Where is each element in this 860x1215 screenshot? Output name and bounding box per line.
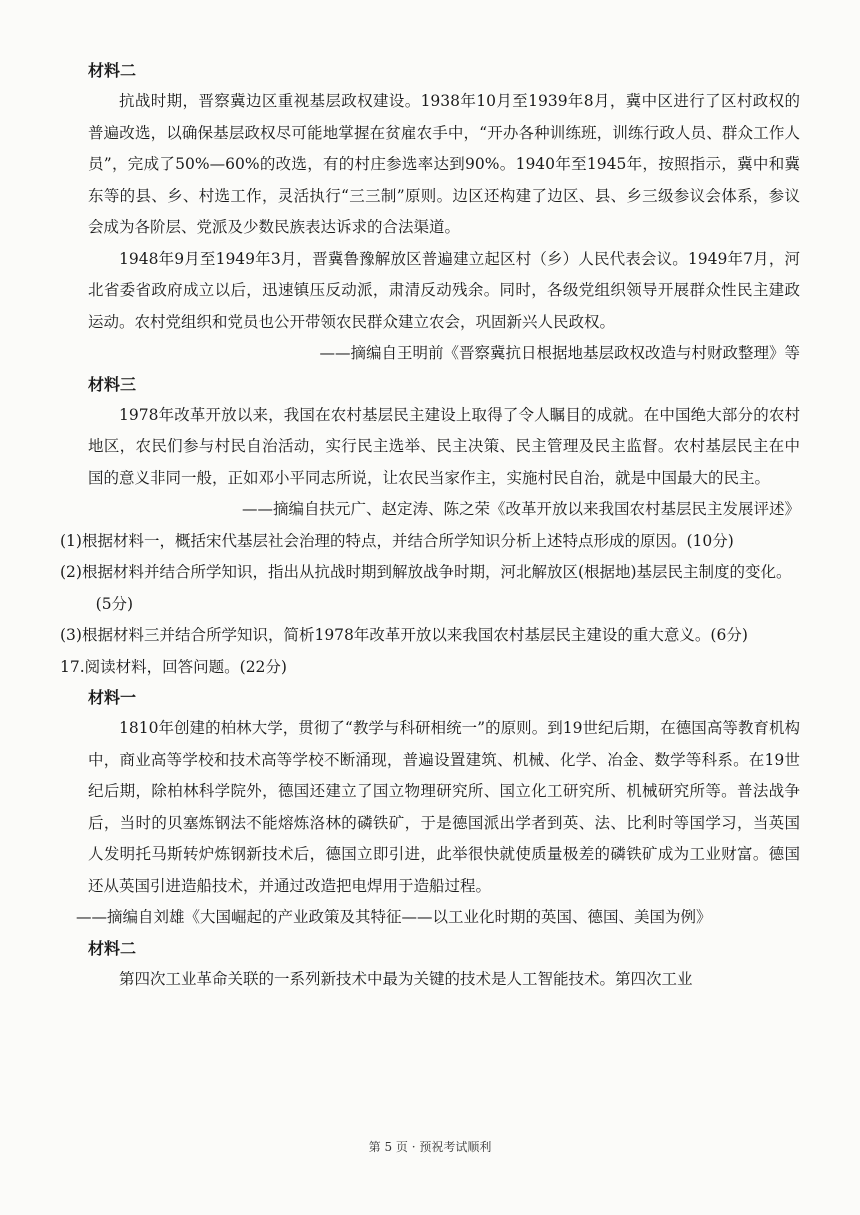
q17-material-two-paragraph: 第四次工业革命关联的一系列新技术中最为关键的技术是人工智能技术。第四次工业 [119, 969, 693, 988]
q17-material-one-heading: 材料一 [88, 688, 137, 707]
q17-material-one-source: ——摘编自刘雄《大国崛起的产业政策及其特征——以工业化时期的英国、德国、美国为例》 [76, 908, 712, 926]
q17-material-one-paragraph: 1810年创建的柏林大学，贯彻了“教学与科研相统一”的原则。到19世纪后期，在德国高等教育机构中，商业高等学校和技术高等学校不断涌现，普遍设置建筑、机械、化学、冶金、数学等科系。在19世纪后期，除柏林科学院外，德国还建立了国立物理研究所、国立化工研究所、机械研究所等。普法战争后，当时的贝塞炼钢法不能熔炼洛林的磷铁矿，于是德国派出学者到英、法、比利时等国学习，当英国人发明托马斯转炉炼钢新技术后，德国立即引进，此举很快就使质量极差的磷铁矿成为工业财富。德国还从英国引进造船技术，并通过改造把电焊用于造船过程。 [88, 719, 800, 895]
material-two-paragraph-2: 1948年9月至1949年3月，晋冀鲁豫解放区普遍建立起区村（乡）人民代表会议。1949年7月，河北省委省政府成立以后，迅速镇压反动派，肃清反动残余。同时，各级党组织领导开展群众性民主建政运动。农村党组织和党员也公开带领农民群众建立农会，巩固新兴人民政权。 [88, 249, 800, 331]
material-three-paragraph: 1978年改革开放以来，我国在农村基层民主建设上取得了令人瞩目的成就。在中国绝大部分的农村地区，农民们参与村民自治活动，实行民主选举、民主决策、民主管理及民主监督。农村基层民主在中国的意义非同一般，正如邓小平同志所说，让农民当家作主，实施村民自治，就是中国最大的民主。 [88, 405, 800, 487]
material-two-source: ——摘编自王明前《晋察冀抗日根据地基层政权改造与村财政整理》等 [319, 344, 800, 362]
q17-material-two-heading: 材料二 [88, 938, 137, 958]
material-three-source: ——摘编自扶元广、赵定涛、陈之荣《改革开放以来我国农村基层民主发展评述》 [241, 500, 800, 518]
question-2: (2)根据材料并结合所学知识，指出从抗战时期到解放战争时期，河北解放区(根据地)基层民主制度的变化。(5分) [60, 563, 792, 613]
question-3: (3)根据材料三并结合所学知识，简析1978年改革开放以来我国农村基层民主建设的重大意义。(6分) [60, 626, 748, 644]
question-17: 17.阅读材料，回答问题。(22分) [60, 657, 287, 676]
question-1: (1)根据材料一，概括宋代基层社会治理的特点，并结合所学知识分析上述特点形成的原因。(10分) [60, 531, 734, 550]
material-three-heading: 材料三 [88, 374, 137, 394]
page-footer: 第 5 页 · 预祝考试顺利 [368, 1140, 492, 1154]
material-two-paragraph-1: 抗战时期，晋察冀边区重视基层政权建设。1938年10月至1939年8月，冀中区进行了区村政权的普遍改选，以确保基层政权尽可能地掌握在贫雇农手中，“开办各种训练班，训练行政人员、群众工作人员”，完成了50%—60%的改选，有的村庄参选率达到90%。1940年至1945年，按照指示，冀中和冀东等的县、乡、村选工作，灵活执行“三三制”原则。边区还构建了边区、县、乡三级参议会体系，参议会成为各阶层、党派及少数民族表达诉求的合法渠道。 [88, 92, 800, 236]
material-two-heading: 材料二 [88, 61, 137, 80]
